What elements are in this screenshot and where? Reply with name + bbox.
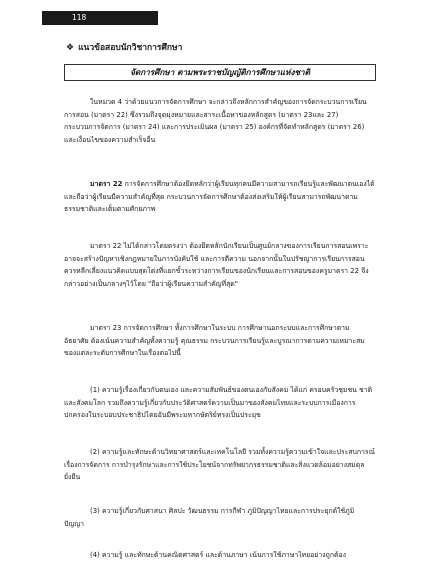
text-line: มาตรา 23 การจัดการศึกษา ทั้งการศึกษาในระบบ การศึกษานอกระบบและการศึกษาตาม: [90, 324, 350, 332]
boxed-title: จัดการศึกษา ตามพระราชบัญญัติการศึกษาแห่งชาติ: [64, 64, 376, 81]
list-item-4: [64, 549, 382, 562]
text-line: การสอน (มาตรา 22) ซึ่งรวมถึงจุดมุ่งหมายและสาระเนื้อหาของหลักสูตร (มาตรา 23และ 27): [64, 110, 339, 119]
text-line: (1) ความรู้เรื่องเกี่ยวกับตนเอง และความสัมพันธ์ของตนเองกับสังคม ได้แก่ ครอบครัวชุมชน ชาติ: [90, 386, 373, 394]
text-line: (3) ความรู้เกี่ยวกับศาสนา ศิลปะ วัฒนธรรม การกีฬา ภูมิปัญญาไทยและการประยุกต์ใช้ภูมิ: [90, 507, 355, 515]
diamond-bullet-icon: ❖: [66, 43, 75, 53]
text-line: และถือว่าผู้เรียนมีความสำคัญที่สุด กระบวนการจัดการศึกษาต้องส่งเสริมให้ผู้เรียนสามารถพัฒนาตาม: [64, 192, 358, 201]
list-item-3: [64, 505, 382, 530]
text-line: ในหมวด 4 ว่าด้วยแนวการจัดการศึกษา จะกล่าวถึงหลักการสำคัญของการจัดกระบวนการเรียน: [90, 98, 367, 106]
list-item-2: [64, 446, 382, 484]
text-line: กล่าวอย่างเป็นกลางๆไว้โดย "ถือว่าผู้เรียนความสำคัญที่สุด": [64, 279, 238, 288]
text-line: ของแต่ละระดับการศึกษาในเรื่องต่อไปนี้: [64, 349, 181, 357]
text-line: เรื่องการจัดการ การบำรุงรักษาและการใช้ประโยชน์จากทรัพยากรธรรมชาติและสิ่งแวดล้อมอย่างสมดุล: [64, 460, 365, 469]
text-line: ยั่งยืน: [64, 473, 81, 481]
paragraph-section-22-explanation: [64, 240, 382, 290]
text-line: ควรหลีกเลี่ยงแนวคิดแบบสุดโต่งที่แยกขั้วระหว่างการเรียนของนักเรียนและการสอนของครูมาตรา 22 จึง: [64, 267, 369, 275]
text-line: และสังคมโลก รวมถึงความรู้เกี่ยวกับประวัติศาสตร์ความเป็นมาของสังคมไทยและระบบการเมืองการ: [64, 398, 356, 407]
section-22-lead: มาตรา 22: [90, 180, 123, 188]
text-line: อัธยาศัย ต้องเน้นความสำคัญทั้งความรู้ คุณธรรม กระบวนการเรียนรู้และบูรณาการตามความเหมาะสม: [64, 336, 365, 345]
paragraph-intro: [64, 96, 382, 146]
text-line: มาตรา 22 ไม่ได้กล่าวโดยตรงว่า ต้องยึดหลักนักเรียนเป็นศูนย์กลางของการเรียนการสอนเพราะ: [90, 242, 369, 250]
list-item-1: [64, 384, 382, 422]
text-line: ธรรมชาติและเต็มตามศักยภาพ: [64, 205, 156, 213]
text-line: (4) ความรู้ และทักษะด้านคณิตศาสตร์ และด้านภาษา เน้นการใช้ภาษาไทยอย่างถูกต้อง: [90, 551, 346, 559]
page-number: 118: [72, 13, 87, 22]
text-line: อาจจะสร้างปัญหาเชิงกฎหมายในการบังคับใช้ และการตีความ นอกจากนั้นในปรัชญาการเรียนการสอน: [64, 254, 365, 263]
text-line: ปกครองในระบอบประชาธิปไตยอันมีพระมหากษัตริย์ทรงเป็นประมุข: [64, 411, 261, 419]
section-heading: [66, 42, 386, 54]
page-number-bar: [42, 11, 158, 25]
text-line: และเงื่อนไขของความสำเร็จอื่น: [64, 135, 156, 144]
text-line: กระบวนการจัดการ (มาตรา 24) และการประเมินผล (มาตรา 25) องค์กรที่จัดทำหลักสูตร (มาตรา 26): [64, 123, 365, 131]
text-line: การจัดการศึกษาต้องยึดหลักว่าผู้เรียนทุกคนมีความสามารถเรียนรู้และพัฒนาตนเองได้: [122, 180, 375, 188]
paragraph-section-23: [64, 322, 382, 360]
text-line: ปัญญา: [64, 519, 84, 528]
section-heading-text: แนวข้อสอบนักวิชาการศึกษา: [78, 43, 183, 53]
text-line: (2) ความรู้และทักษะด้านวิทยาศาสตร์และเทคโนโลยี รวมทั้งความรู้ความเข้าใจและประสบการณ์: [90, 448, 375, 456]
paragraph-section-22: [64, 178, 382, 216]
